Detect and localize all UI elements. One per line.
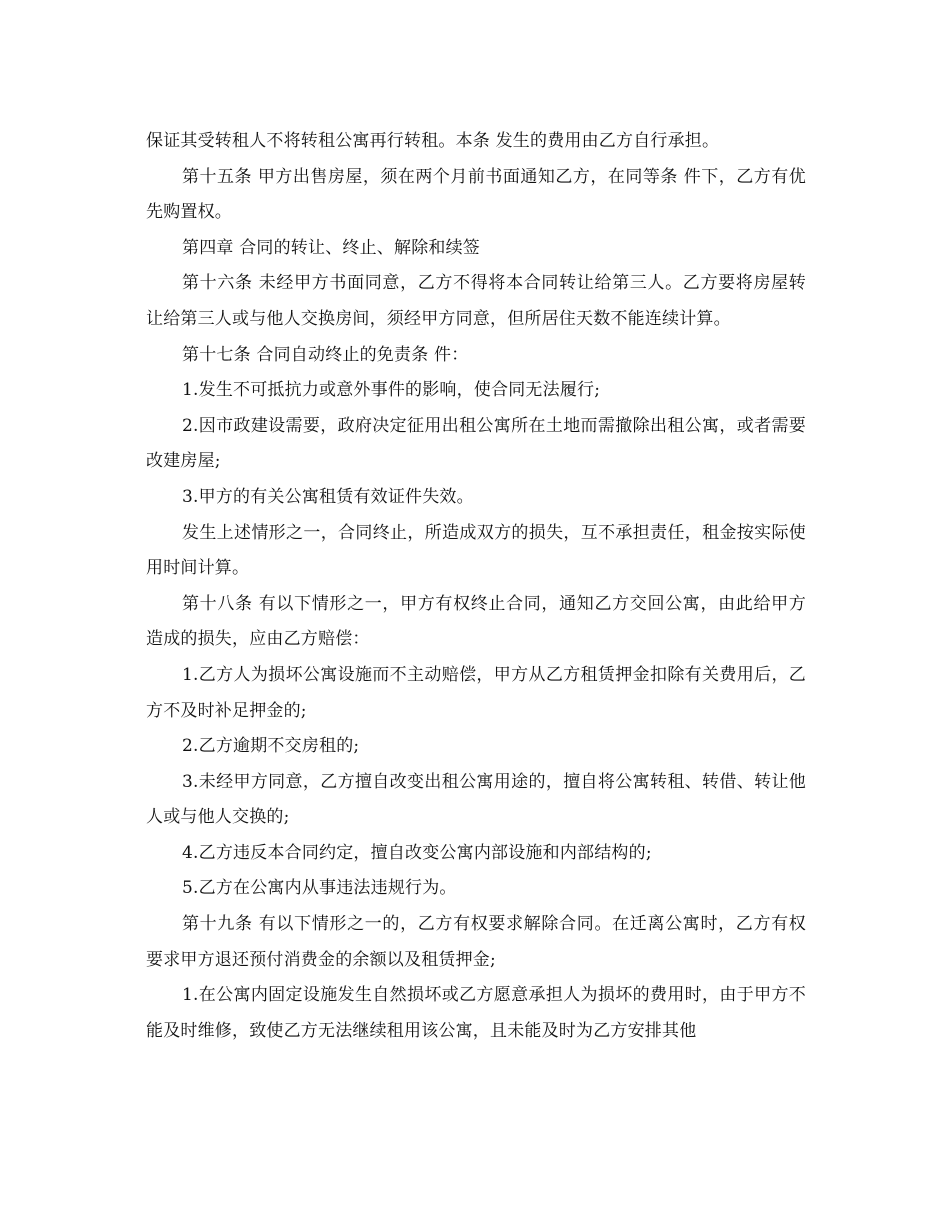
list-item: 3.甲方的有关公寓租赁有效证件失效。 [182,486,474,507]
paragraph: 第十八条 有以下情形之一，甲方有权终止合同，通知乙方交回公寓，由此给甲方造成的损失，应由乙方赔偿： [146,593,806,650]
list-item: 2.因市政建设需要，政府决定征用出租公寓所在土地而需撤除出租公寓，或者需要改建房屋; [146,415,806,472]
list-item: 2.乙方逾期不交房租的; [182,736,360,757]
list-item: 1.发生不可抵抗力或意外事件的影响，使合同无法履行; [182,380,601,401]
list-item: 4.乙方违反本合同约定，擅自改变公寓内部设施和内部结构的; [182,842,652,863]
paragraph: 第十六条 未经甲方书面同意，乙方不得将本合同转让给第三人。乙方要将房屋转让给第三人或与他人交换房间，须经甲方同意，但所居住天数不能连续计算。 [146,273,806,329]
paragraph: 第十五条 甲方出售房屋，须在两个月前书面通知乙方，在同等条 件下，乙方有优先购置权。 [146,166,806,223]
chapter-heading: 第四章 合同的转让、终止、解除和续签 [182,237,481,258]
paragraph: 第十九条 有以下情形之一的，乙方有权要求解除合同。在迁离公寓时，乙方有权要求甲方退还预付消费金的余额以及租赁押金; [146,914,806,970]
list-item: 1.乙方人为损坏公寓设施而不主动赔偿，甲方从乙方租赁押金扣除有关费用后，乙方不及时补足押金的; [146,664,806,721]
list-item: 1.在公寓内固定设施发生自然损坏或乙方愿意承担人为损坏的费用时，由于甲方不能及时维修，致使乙方无法继续租用该公寓，且未能及时为乙方安排其他 [146,985,806,1041]
list-item: 5.乙方在公寓内从事违法违规行为。 [182,878,457,899]
paragraph: 发生上述情形之一，合同终止，所造成双方的损失，互不承担责任，租金按实际使用时间计算。 [146,522,806,579]
paragraph: 第十七条 合同自动终止的免责条 件： [182,344,469,365]
list-item: 3.未经甲方同意，乙方擅自改变出租公寓用途的，擅自将公寓转租、转借、转让他人或与他人交换的; [146,771,806,828]
paragraph: 保证其受转租人不将转租公寓再行转租。本条 发生的费用由乙方自行承担。 [146,131,720,151]
document-page [146,124,806,1049]
